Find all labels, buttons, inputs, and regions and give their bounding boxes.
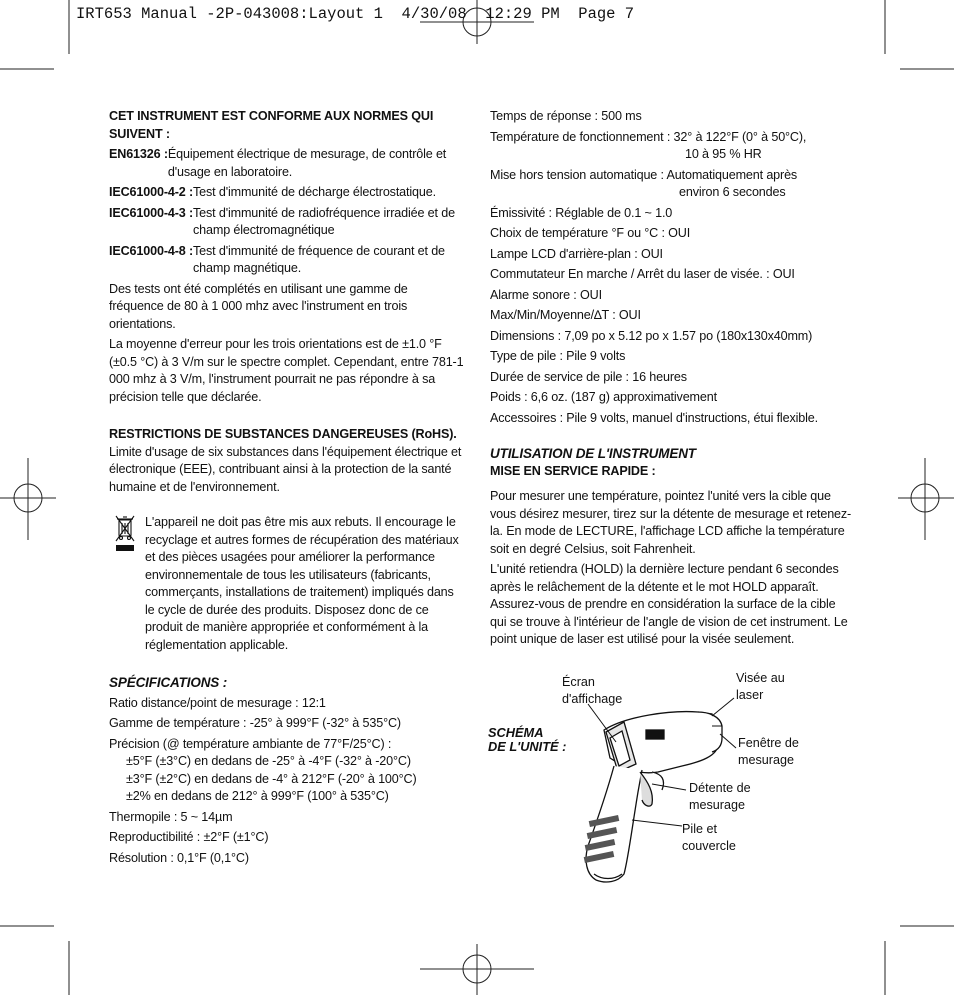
spec-battery-type: Type de pile : Pile 9 volts <box>490 349 626 363</box>
quick-start-paragraph-1: Pour mesurer une température, pointez l'unité vers la cible que vous désirez mesurer, tirez sur la détente de mesurage et retenez-la. En mode de LECTURE, l'affichage LCD affiche la température soit en degré Celsius, soit Fahrenheit. <box>490 489 852 556</box>
conformity-heading: CET INSTRUMENT EST CONFORME AUX NORMES QUI SUIVENT : <box>109 109 434 141</box>
spec-response-time: Temps de réponse : 500 ms <box>490 109 642 123</box>
spec-accessories: Accessoires : Pile 9 volts, manuel d'instructions, étui flexible. <box>490 410 818 425</box>
quick-start-heading: MISE EN SERVICE RAPIDE : <box>490 463 656 478</box>
crossed-bin-icon <box>113 514 137 560</box>
spec-backlight: Lampe LCD d'arrière-plan : OUI <box>490 246 663 261</box>
precision-line-1: ±5°F (±3°C) en dedans de -25° à -4°F (-32° à -20°C) <box>126 754 411 768</box>
spec-laser-switch: Commutateur En marche / Arrêt du laser de visée. : OUI <box>490 267 795 281</box>
unit-diagram <box>486 668 856 898</box>
spec-ratio: Ratio distance/point de mesurage : 12:1 <box>109 695 326 710</box>
norm-iec61000-4-8: IEC61000-4-8 : Test d'immunité de fréquence de courant et de champ magnétique. <box>109 243 445 275</box>
spec-repeatability: Reproductibilité : ±2°F (±1°C) <box>109 830 269 844</box>
label-laser-sight: Visée au laser <box>736 671 785 702</box>
right-column <box>490 108 852 649</box>
norm-iec61000-4-2: IEC61000-4-2 : Test d'immunité de décharge électrostatique. <box>109 185 436 199</box>
spec-operating-temp: Température de fonctionnement : 32° à 122°F (0° à 50°C), 10 à 95 % HR <box>490 129 807 161</box>
rohs-paragraph: Limite d'usage de six substances dans l'équipement électrique et électronique (EEE), contribuant ainsi à la protection de la santé humaine et de l'environnement. <box>109 444 462 494</box>
label-measure-window: Fenêtre de mesurage <box>738 736 799 767</box>
print-slug-line: IRT653 Manual -2P-043008:Layout 1 4/30/08 12:29 PM Page 7 <box>76 5 635 23</box>
spec-battery-life: Durée de service de pile : 16 heures <box>490 369 687 384</box>
label-measure-trigger: Détente de mesurage <box>689 781 751 812</box>
precision-line-3: ±2% en dedans de 212° à 999°F (100° à 535°C) <box>126 789 389 803</box>
registration-target-right <box>898 458 954 540</box>
registration-target-left <box>0 458 56 540</box>
label-battery-cover: Pile et couvercle <box>682 822 736 853</box>
specifications-heading: SPÉCIFICATIONS : <box>109 675 228 690</box>
label-display-screen: Écran d'affichage <box>562 675 623 706</box>
spec-range: Gamme de température : -25° à 999°F (-32° à 535°C) <box>109 716 401 730</box>
tests-paragraph: Des tests ont été complétés en utilisant une gamme de fréquence de 80 à 1 000 mhz avec l'instrument en trois orientations. <box>109 281 408 331</box>
norm-en61326: EN61326 : Équipement électrique de mesurage, de contrôle et d'usage en laboratoire. <box>109 147 447 179</box>
left-column <box>109 108 465 867</box>
thermometer-illustration <box>486 668 856 898</box>
rohs-heading: RESTRICTIONS DE SUBSTANCES DANGEREUSES (RoHS). <box>109 427 457 441</box>
spec-alarm: Alarme sonore : OUI <box>490 287 602 302</box>
weee-paragraph: L'appareil ne doit pas être mis aux rebuts. Il encourage le recyclage et autres formes de récupération des matériaux et des pièces usagées pour améliorer la performance environnementale de tous les utilisateurs (fabricants, commerçants, installations de traitement) impliqués dans le cycle de durée des produits. Disposez donc de ce produit de manière appropriée et conformément à la réglementation applicable. <box>109 514 465 654</box>
spec-resolution: Résolution : 0,1°F (0,1°C) <box>109 850 249 865</box>
registration-target-bottom <box>420 944 534 995</box>
spec-thermopile: Thermopile : 5 ~ 14µm <box>109 809 233 824</box>
spec-precision: Précision (@ température ambiante de 77°F/25°C) : <box>109 736 392 751</box>
spec-maxmin: Max/Min/Moyenne/∆T : OUI <box>490 308 641 322</box>
error-paragraph: La moyenne d'erreur pour les trois orientations est de ±1.0 °F (±0.5 °C) à 3 V/m sur le spectre complet. Cependant, entre 781-1 000 mhz à 3 V/m, l'instrument pourrait ne pas répondre à sa précision telle que déclarée. <box>109 337 464 404</box>
usage-heading: UTILISATION DE L'INSTRUMENT <box>490 446 696 461</box>
quick-start-paragraph-2: L'unité retiendra (HOLD) la dernière lecture pendant 6 secondes après le relâchement de la détente et le mot HOLD apparaît. Assurez-vous de prendre en considération la surface de la cible qui se trouve à l'intérieur de l'angle de vision de cet instrument. Le point unique de laser est utilisé pour la visée seulement. <box>490 562 848 646</box>
norm-iec61000-4-3: IEC61000-4-3 : Test d'immunité de radiofréquence irradiée et de champ électromagnétique <box>109 205 455 237</box>
spec-auto-off: Mise hors tension automatique : Automatiquement après environ 6 secondes <box>490 167 798 199</box>
precision-line-2: ±3°F (±2°C) en dedans de -4° à 212°F (-20° à 100°C) <box>126 771 417 786</box>
diagram-title: SCHÉMA DE L'UNITÉ : <box>488 725 567 754</box>
spec-weight: Poids : 6,6 oz. (187 g) approximativement <box>490 390 717 404</box>
spec-dimensions: Dimensions : 7,09 po x 5.12 po x 1.57 po (180x130x40mm) <box>490 328 813 343</box>
spec-emissivity: Émissivité : Réglable de 0.1 ~ 1.0 <box>490 205 673 220</box>
spec-temp-unit: Choix de température °F ou °C : OUI <box>490 226 691 240</box>
